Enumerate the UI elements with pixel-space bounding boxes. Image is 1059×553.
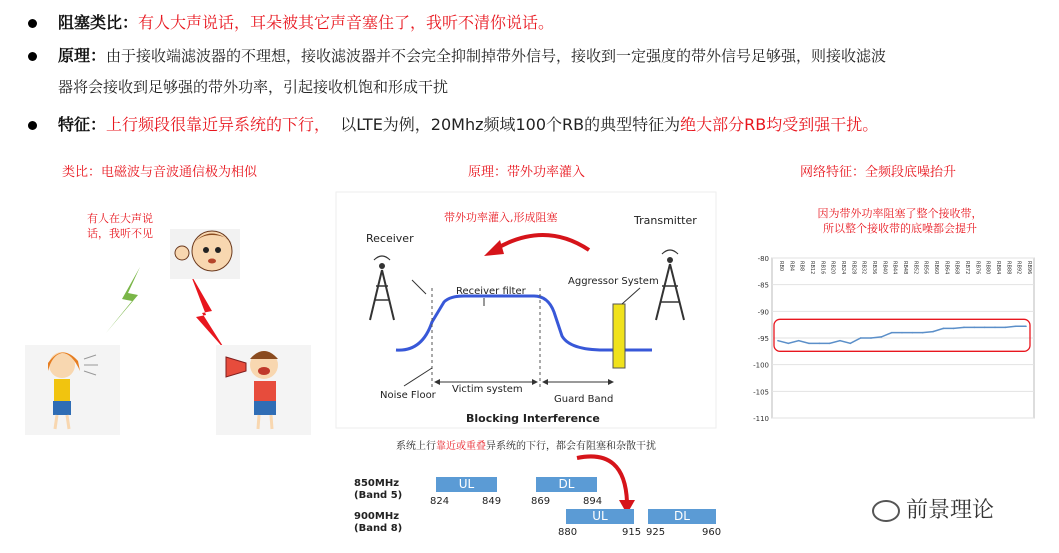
data-point xyxy=(839,340,841,342)
y-tick-label: -85 xyxy=(757,281,769,290)
band8-num: 915 xyxy=(622,527,642,538)
data-point xyxy=(963,327,965,329)
x-tick-label: RB40 xyxy=(881,261,888,275)
data-point xyxy=(881,336,883,338)
x-tick-label: RB36 xyxy=(871,261,877,275)
band5-ul-block: UL xyxy=(436,477,497,492)
injection-note: 带外功率灌入,形成阻塞 xyxy=(444,211,558,224)
data-point xyxy=(994,327,996,329)
wechat-icon xyxy=(872,500,900,522)
speaking-girl-icon xyxy=(25,345,120,435)
lightning-red-icon xyxy=(190,273,226,351)
watermark xyxy=(872,493,994,524)
bottom-note-red: 靠近或重叠 xyxy=(436,441,486,452)
data-point xyxy=(932,331,934,333)
band8-label xyxy=(354,511,402,535)
bullet-label: 阻塞类比： xyxy=(58,13,139,32)
watermark-text: 前景理论 xyxy=(906,498,995,523)
x-tick-label: RB20 xyxy=(829,261,836,275)
bullet-dot xyxy=(28,19,37,28)
y-tick-label: -80 xyxy=(757,255,769,263)
bullet-text-line2: 器将会接收到足够强的带外功率，引起接收机饱和形成干扰 xyxy=(58,78,449,96)
receiver-label: Receiver xyxy=(366,232,414,245)
data-point xyxy=(984,327,986,329)
data-point xyxy=(1005,327,1007,329)
guard-band-label: Guard Band xyxy=(554,394,614,405)
bullet-dot xyxy=(28,121,37,130)
data-point xyxy=(850,343,852,345)
x-tick-label: RB44 xyxy=(891,261,898,275)
x-tick-label: RB48 xyxy=(902,261,908,275)
x-tick-label: RB88 xyxy=(1005,261,1012,275)
x-tick-label: RB16 xyxy=(819,261,826,275)
data-point xyxy=(953,328,955,330)
x-tick-label: RB96 xyxy=(1026,261,1032,275)
band5-num: 849 xyxy=(482,496,502,507)
victim-system-label: Victim system xyxy=(452,384,523,395)
bottom-note xyxy=(396,437,656,452)
x-tick-label: RB76 xyxy=(974,261,981,275)
y-tick-label: -100 xyxy=(753,361,769,370)
band5-num: 894 xyxy=(583,496,603,507)
data-point xyxy=(808,343,810,345)
bullet-text-line1: 由于接收端滤波器的不理想，接收滤波器并不会完全抑制掉带外信号，接收到一定强度的带外信号足够强，则接收滤波 xyxy=(106,47,887,65)
bullet-label: 原理： xyxy=(58,46,107,65)
x-tick-label: RB24 xyxy=(840,261,846,275)
x-tick-label: RB4 xyxy=(788,261,795,272)
band5-num: 869 xyxy=(531,496,551,507)
data-point xyxy=(829,343,831,345)
band8-freq: 900MHz xyxy=(354,511,400,522)
data-point xyxy=(819,343,821,345)
band8-num: 880 xyxy=(558,527,578,538)
data-point xyxy=(870,337,872,339)
x-tick-label: RB12 xyxy=(809,261,815,275)
data-point xyxy=(798,340,800,342)
noise-floor-label: Noise Floor xyxy=(380,390,436,401)
bullet-red-text-2: 绝大部分RB均受到强干扰。 xyxy=(680,115,879,134)
x-tick-label: RB92 xyxy=(1015,261,1022,275)
band5-name: (Band 5) xyxy=(354,490,403,501)
x-tick-label: RB64 xyxy=(943,261,950,275)
megaphone-boy-icon xyxy=(216,345,311,435)
listening-boy-icon xyxy=(170,229,240,279)
data-point xyxy=(974,327,976,329)
x-tick-label: RB68 xyxy=(953,261,960,275)
x-tick-label: RB52 xyxy=(912,261,919,275)
noise-note-line2: 所以整个接收带的底噪都会提升 xyxy=(823,222,977,235)
x-tick-label: RB60 xyxy=(933,261,939,275)
x-tick-label: RB72 xyxy=(964,261,970,275)
data-point xyxy=(922,332,924,334)
band8-num: 960 xyxy=(702,527,722,538)
y-tick-label: -110 xyxy=(753,415,769,423)
blocking-diagram xyxy=(334,190,729,430)
band8-name: (Band 8) xyxy=(354,523,403,534)
lightning-green-icon xyxy=(106,267,140,333)
x-tick-label: RB8 xyxy=(798,261,805,272)
y-tick-label: -90 xyxy=(757,308,769,317)
band5-freq: 850MHz xyxy=(354,478,400,489)
band5-dl-block: DL xyxy=(536,477,597,492)
caption-middle: 原理：带外功率灌入 xyxy=(468,165,586,180)
data-point xyxy=(891,332,893,334)
band8-dl-block: DL xyxy=(648,509,716,524)
analogy-illustration xyxy=(20,195,320,435)
receiver-filter-label: Receiver filter xyxy=(456,286,526,297)
aggressor-system-box xyxy=(613,304,625,368)
bottom-note-post: 异系统的下行，都会有阻塞和杂散干扰 xyxy=(486,441,656,452)
band8-num: 925 xyxy=(646,527,666,538)
data-point xyxy=(1015,325,1017,327)
data-point xyxy=(777,340,779,342)
bullet-label: 特征： xyxy=(58,115,107,134)
aggressor-label: Aggressor System xyxy=(568,276,659,287)
caption-left: 类比：电磁波与音波通信极为相似 xyxy=(62,165,258,180)
diagram-title: Blocking Interference xyxy=(466,412,600,425)
analogy-panel xyxy=(20,195,320,435)
bullet-dot xyxy=(28,52,37,61)
noise-note-line1: 因为带外功率阻塞了整个接收带， xyxy=(817,207,983,220)
band5-label xyxy=(354,478,402,502)
data-point xyxy=(1025,325,1027,327)
x-tick-label: RB56 xyxy=(922,261,929,275)
bottom-note-pre: 系统上行 xyxy=(396,441,436,452)
x-tick-label: RB84 xyxy=(995,261,1001,275)
bullet-red-text: 上行频段很靠近异系统的下行， xyxy=(106,115,331,134)
x-tick-label: RB28 xyxy=(850,261,857,275)
data-point xyxy=(901,332,903,334)
x-tick-label: RB0 xyxy=(778,261,784,272)
data-point xyxy=(860,337,862,339)
speech-note-line1: 有人在大声说 xyxy=(87,212,153,225)
noise-note xyxy=(800,206,1000,236)
band8-ul-block: UL xyxy=(566,509,634,524)
y-tick-label: -105 xyxy=(753,388,769,397)
x-tick-label: RB32 xyxy=(860,261,867,275)
data-point xyxy=(788,343,790,345)
bullet-text: 有人大声说话，耳朵被其它声音塞住了，我听不清你说话。 xyxy=(138,13,555,32)
data-point xyxy=(912,332,914,334)
data-point xyxy=(943,328,945,330)
band5-num: 824 xyxy=(430,496,450,507)
transmitter-label: Transmitter xyxy=(634,214,697,227)
y-tick-label: -95 xyxy=(757,335,769,343)
x-tick-label: RB80 xyxy=(984,261,991,275)
speech-note-line2: 话，我听不见 xyxy=(87,227,153,240)
caption-right: 网络特征：全频段底噪抬升 xyxy=(800,165,957,180)
noise-floor-chart xyxy=(750,248,1040,428)
bullet-text: 以LTE为例，20Mhz频域100个RB的典型特征为 xyxy=(340,115,681,134)
